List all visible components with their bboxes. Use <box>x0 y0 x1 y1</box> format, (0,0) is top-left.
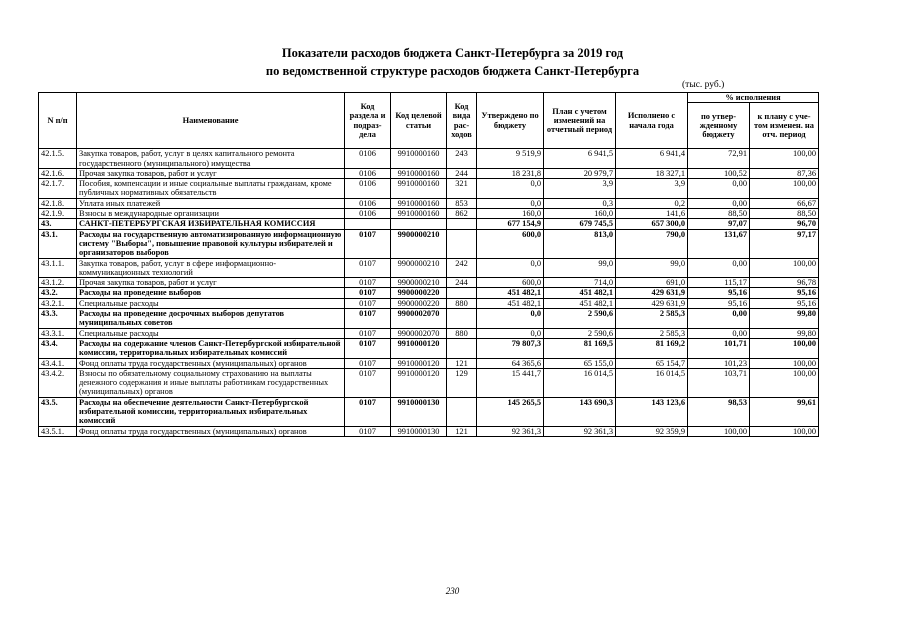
executed-value: 657 300,0 <box>616 219 688 229</box>
table-row <box>39 309 819 329</box>
executed-value: 6 941,4 <box>616 149 688 169</box>
plan-value: 2 590,6 <box>544 309 616 329</box>
executed-value: 92 359,9 <box>616 426 688 436</box>
plan-value: 65 155,0 <box>544 358 616 368</box>
target-code: 9910000160 <box>391 168 447 178</box>
type-code: 121 <box>447 426 477 436</box>
row-name: Расходы на государственную автоматизированную информационную систему "Выборы", повышение правовой культуры избирателей и организаторов выборов <box>77 229 345 258</box>
pct-approved: 0,00 <box>688 198 750 208</box>
approved-value: 9 519,9 <box>477 149 544 169</box>
row-number: 43.4. <box>39 338 77 358</box>
row-number: 43.4.1. <box>39 358 77 368</box>
row-name: САНКТ-ПЕТЕРБУРГСКАЯ ИЗБИРАТЕЛЬНАЯ КОМИССИЯ <box>77 219 345 229</box>
row-name: Пособия, компенсации и иные социальные выплаты гражданам, кроме публичных нормативных обязательств <box>77 179 345 199</box>
plan-value: 2 590,6 <box>544 328 616 338</box>
table-row <box>39 278 819 288</box>
pct-plan: 66,67 <box>750 198 819 208</box>
plan-value: 16 014,5 <box>544 368 616 397</box>
target-code: 9900002070 <box>391 309 447 329</box>
section-code: 0106 <box>345 198 391 208</box>
approved-value: 0,0 <box>477 179 544 199</box>
type-code <box>447 219 477 229</box>
pct-plan: 88,50 <box>750 209 819 219</box>
pct-approved: 100,52 <box>688 168 750 178</box>
type-code: 244 <box>447 278 477 288</box>
row-number: 43. <box>39 219 77 229</box>
row-number: 43.5. <box>39 397 77 426</box>
target-code: 9910000160 <box>391 209 447 219</box>
table-row <box>39 149 819 169</box>
plan-value: 143 690,3 <box>544 397 616 426</box>
section-code: 0107 <box>345 397 391 426</box>
pct-plan: 99,80 <box>750 328 819 338</box>
row-number: 43.2. <box>39 288 77 298</box>
plan-value: 451 482,1 <box>544 288 616 298</box>
type-code <box>447 288 477 298</box>
pct-approved: 97,07 <box>688 219 750 229</box>
row-name: Закупка товаров, работ, услуг в сфере информационно-коммуникационных технологий <box>77 258 345 278</box>
pct-plan: 99,61 <box>750 397 819 426</box>
report-subtitle: по ведомственной структуре расходов бюджета Санкт-Петербурга <box>265 64 640 78</box>
pct-approved: 95,16 <box>688 298 750 308</box>
header-target-code: Код целевой статьи <box>391 93 447 149</box>
pct-plan: 87,36 <box>750 168 819 178</box>
section-code: 0107 <box>345 338 391 358</box>
header-plan: План с учетом изменений на отчетный период <box>544 93 616 149</box>
approved-value: 145 265,5 <box>477 397 544 426</box>
row-name: Расходы на проведение досрочных выборов депутатов муниципальных советов <box>77 309 345 329</box>
target-code: 9910000120 <box>391 338 447 358</box>
executed-value: 81 169,2 <box>616 338 688 358</box>
target-code: 9910000120 <box>391 358 447 368</box>
target-code: 9910000160 <box>391 179 447 199</box>
pct-plan: 100,00 <box>750 179 819 199</box>
type-code <box>447 397 477 426</box>
section-code <box>345 219 391 229</box>
table-row <box>39 258 819 278</box>
row-number: 43.1. <box>39 229 77 258</box>
pct-approved: 98,53 <box>688 397 750 426</box>
approved-value: 0,0 <box>477 258 544 278</box>
plan-value: 451 482,1 <box>544 298 616 308</box>
row-name: Взносы в международные организации <box>77 209 345 219</box>
target-code: 9910000120 <box>391 368 447 397</box>
section-code: 0106 <box>345 209 391 219</box>
plan-value: 81 169,5 <box>544 338 616 358</box>
executed-value: 429 631,9 <box>616 298 688 308</box>
header-approved: Утверждено по бюджету <box>477 93 544 149</box>
page-number: 230 <box>445 586 460 596</box>
table-row <box>39 209 819 219</box>
table-row <box>39 179 819 199</box>
row-name: Взносы по обязательному социальному страхованию на выплаты денежного содержания и иные выплаты работникам государственных (муниципальных) органов <box>77 368 345 397</box>
executed-value: 16 014,5 <box>616 368 688 397</box>
pct-approved: 131,67 <box>688 229 750 258</box>
pct-plan: 100,00 <box>750 358 819 368</box>
row-number: 43.3. <box>39 309 77 329</box>
row-number: 43.4.2. <box>39 368 77 397</box>
approved-value: 79 807,3 <box>477 338 544 358</box>
pct-approved: 103,71 <box>688 368 750 397</box>
row-name: Уплата иных платежей <box>77 198 345 208</box>
approved-value: 451 482,1 <box>477 288 544 298</box>
approved-value: 0,0 <box>477 198 544 208</box>
row-number: 43.1.2. <box>39 278 77 288</box>
row-number: 43.3.1. <box>39 328 77 338</box>
type-code: 862 <box>447 209 477 219</box>
executed-value: 3,9 <box>616 179 688 199</box>
header-num: N п/п <box>39 93 77 149</box>
target-code: 9900000210 <box>391 229 447 258</box>
section-code: 0107 <box>345 368 391 397</box>
row-number: 43.2.1. <box>39 298 77 308</box>
plan-value: 679 745,5 <box>544 219 616 229</box>
header-executed: Исполнено с начала года <box>616 93 688 149</box>
section-code: 0107 <box>345 288 391 298</box>
type-code: 880 <box>447 328 477 338</box>
executed-value: 65 154,7 <box>616 358 688 368</box>
header-pct-plan: к плану с уче-том изменен. на отч. период <box>750 103 819 149</box>
header-pct-group: % исполнения <box>688 93 819 103</box>
units-label: (тыс. руб.) <box>682 80 725 90</box>
approved-value: 64 365,6 <box>477 358 544 368</box>
plan-value: 92 361,3 <box>544 426 616 436</box>
budget-table <box>38 92 819 437</box>
pct-plan: 97,17 <box>750 229 819 258</box>
plan-value: 3,9 <box>544 179 616 199</box>
pct-approved: 0,00 <box>688 309 750 329</box>
target-code: 9910000160 <box>391 149 447 169</box>
row-number: 42.1.5. <box>39 149 77 169</box>
table-row <box>39 229 819 258</box>
type-code: 321 <box>447 179 477 199</box>
approved-value: 0,0 <box>477 309 544 329</box>
table-row <box>39 288 819 298</box>
pct-approved: 0,00 <box>688 179 750 199</box>
pct-approved: 0,00 <box>688 328 750 338</box>
row-number: 43.1.1. <box>39 258 77 278</box>
executed-value: 2 585,3 <box>616 309 688 329</box>
row-number: 42.1.6. <box>39 168 77 178</box>
pct-plan: 100,00 <box>750 368 819 397</box>
header-section-code: Код раздела и подраз-дела <box>345 93 391 149</box>
executed-value: 691,0 <box>616 278 688 288</box>
pct-approved: 95,16 <box>688 288 750 298</box>
type-code: 244 <box>447 168 477 178</box>
approved-value: 600,0 <box>477 278 544 288</box>
section-code: 0107 <box>345 426 391 436</box>
section-code: 0107 <box>345 258 391 278</box>
pct-approved: 101,23 <box>688 358 750 368</box>
target-code: 9910000130 <box>391 397 447 426</box>
section-code: 0106 <box>345 179 391 199</box>
approved-value: 18 231,8 <box>477 168 544 178</box>
plan-value: 714,0 <box>544 278 616 288</box>
plan-value: 6 941,5 <box>544 149 616 169</box>
pct-plan: 95,16 <box>750 288 819 298</box>
pct-approved: 88,50 <box>688 209 750 219</box>
section-code: 0106 <box>345 149 391 169</box>
row-name: Закупка товаров, работ, услуг в целях капитального ремонта государственного (муниципального) имущества <box>77 149 345 169</box>
target-code: 9900002070 <box>391 328 447 338</box>
table-row <box>39 338 819 358</box>
executed-value: 2 585,3 <box>616 328 688 338</box>
executed-value: 99,0 <box>616 258 688 278</box>
plan-value: 0,3 <box>544 198 616 208</box>
target-code: 9900000220 <box>391 298 447 308</box>
row-name: Расходы на обеспечение деятельности Санкт-Петербургской избирательной комиссии, территориальных избирательных комиссий <box>77 397 345 426</box>
pct-approved: 101,71 <box>688 338 750 358</box>
target-code: 9910000160 <box>391 198 447 208</box>
type-code: 242 <box>447 258 477 278</box>
target-code: 9900000210 <box>391 278 447 288</box>
row-name: Специальные расходы <box>77 298 345 308</box>
pct-plan: 95,16 <box>750 298 819 308</box>
approved-value: 451 482,1 <box>477 298 544 308</box>
row-name: Расходы на содержание членов Санкт-Петербургской избирательной комиссии, территориальных избирательных комиссий <box>77 338 345 358</box>
section-code: 0107 <box>345 229 391 258</box>
table-row <box>39 168 819 178</box>
approved-value: 92 361,3 <box>477 426 544 436</box>
section-code: 0107 <box>345 358 391 368</box>
row-number: 42.1.7. <box>39 179 77 199</box>
pct-approved: 72,91 <box>688 149 750 169</box>
table-row <box>39 397 819 426</box>
table-body <box>39 149 819 437</box>
type-code <box>447 309 477 329</box>
executed-value: 141,6 <box>616 209 688 219</box>
type-code: 880 <box>447 298 477 308</box>
approved-value: 600,0 <box>477 229 544 258</box>
section-code: 0107 <box>345 298 391 308</box>
plan-value: 99,0 <box>544 258 616 278</box>
row-number: 42.1.8. <box>39 198 77 208</box>
header-type-code: Код вида рас-ходов <box>447 93 477 149</box>
pct-plan: 100,00 <box>750 258 819 278</box>
pct-approved: 0,00 <box>688 258 750 278</box>
row-name: Специальные расходы <box>77 328 345 338</box>
row-name: Прочая закупка товаров, работ и услуг <box>77 168 345 178</box>
table-row <box>39 328 819 338</box>
target-code: 9900000210 <box>391 258 447 278</box>
executed-value: 18 327,1 <box>616 168 688 178</box>
row-name: Фонд оплаты труда государственных (муниципальных) органов <box>77 358 345 368</box>
table-row <box>39 298 819 308</box>
table-row <box>39 198 819 208</box>
pct-plan: 99,80 <box>750 309 819 329</box>
executed-value: 429 631,9 <box>616 288 688 298</box>
type-code: 853 <box>447 198 477 208</box>
type-code <box>447 229 477 258</box>
table-row <box>39 219 819 229</box>
plan-value: 813,0 <box>544 229 616 258</box>
row-number: 43.5.1. <box>39 426 77 436</box>
row-name: Прочая закупка товаров, работ и услуг <box>77 278 345 288</box>
pct-approved: 115,17 <box>688 278 750 288</box>
table-row <box>39 358 819 368</box>
table-row <box>39 426 819 436</box>
table-row <box>39 368 819 397</box>
row-number: 42.1.9. <box>39 209 77 219</box>
plan-value: 160,0 <box>544 209 616 219</box>
executed-value: 790,0 <box>616 229 688 258</box>
executed-value: 0,2 <box>616 198 688 208</box>
plan-value: 20 979,7 <box>544 168 616 178</box>
type-code <box>447 338 477 358</box>
approved-value: 0,0 <box>477 328 544 338</box>
row-name: Расходы на проведение выборов <box>77 288 345 298</box>
target-code <box>391 219 447 229</box>
pct-plan: 100,00 <box>750 149 819 169</box>
report-title: Показатели расходов бюджета Санкт-Петербурга за 2019 год <box>281 46 624 60</box>
approved-value: 15 441,7 <box>477 368 544 397</box>
pct-plan: 100,00 <box>750 338 819 358</box>
type-code: 121 <box>447 358 477 368</box>
target-code: 9900000220 <box>391 288 447 298</box>
header-pct-approved: по утвер-жденному бюджету <box>688 103 750 149</box>
type-code: 129 <box>447 368 477 397</box>
approved-value: 677 154,9 <box>477 219 544 229</box>
header-name: Наименование <box>77 93 345 149</box>
section-code: 0107 <box>345 309 391 329</box>
pct-plan: 100,00 <box>750 426 819 436</box>
section-code: 0107 <box>345 328 391 338</box>
pct-plan: 96,70 <box>750 219 819 229</box>
row-name: Фонд оплаты труда государственных (муниципальных) органов <box>77 426 345 436</box>
pct-approved: 100,00 <box>688 426 750 436</box>
target-code: 9910000130 <box>391 426 447 436</box>
executed-value: 143 123,6 <box>616 397 688 426</box>
type-code: 243 <box>447 149 477 169</box>
pct-plan: 96,78 <box>750 278 819 288</box>
section-code: 0106 <box>345 168 391 178</box>
approved-value: 160,0 <box>477 209 544 219</box>
section-code: 0107 <box>345 278 391 288</box>
